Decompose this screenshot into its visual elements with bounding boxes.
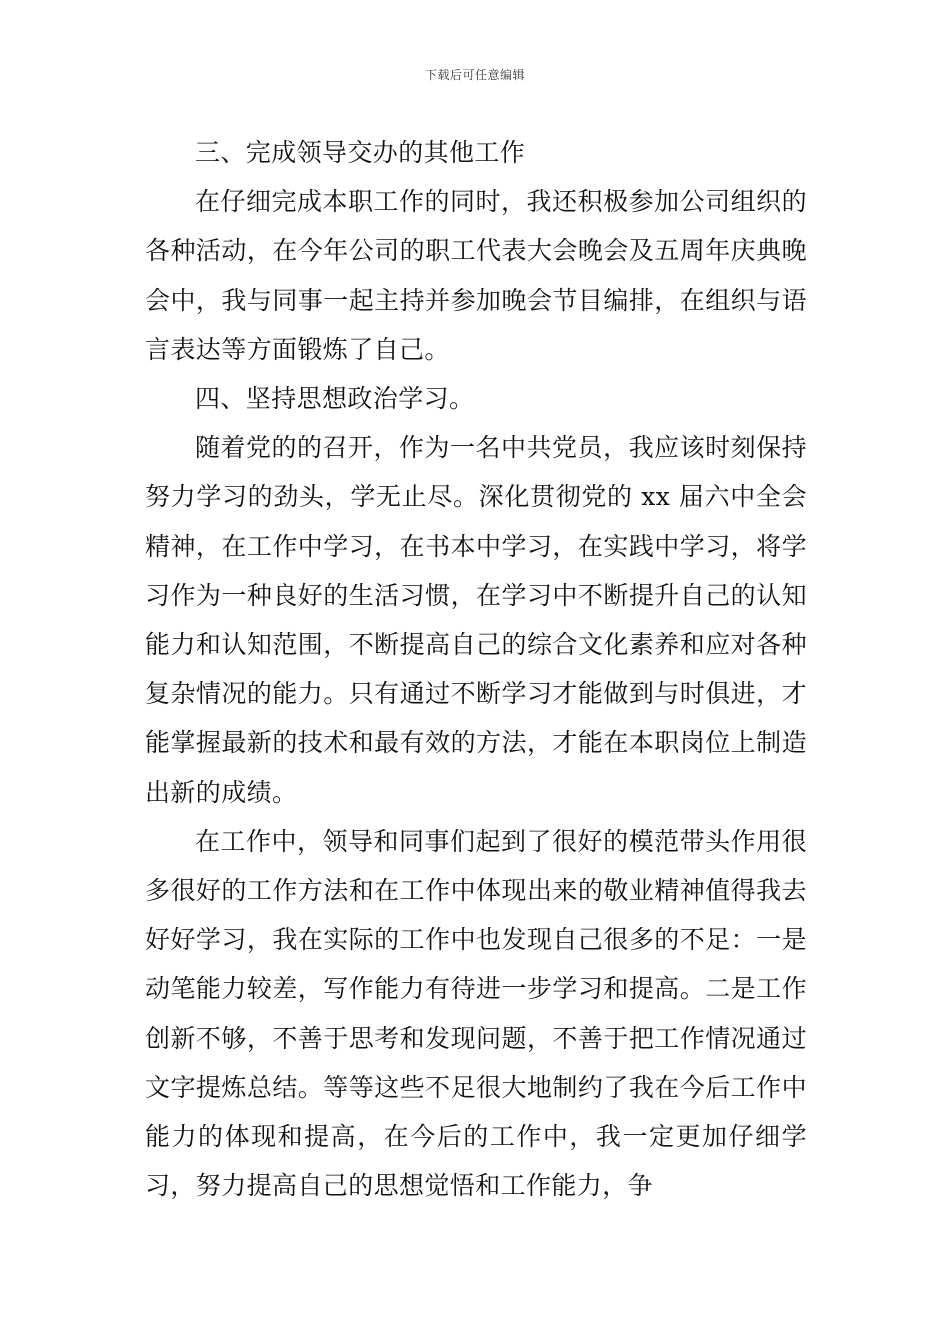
page-header-note: 下载后可任意编辑 [424, 68, 525, 82]
document-body [145, 128, 807, 1210]
section-heading-4: 四、坚持思想政治学习。 [195, 384, 475, 414]
section-heading-3: 三、完成领导交办的其他工作 [195, 138, 526, 167]
paragraph-shortcomings: 在工作中，领导和同事们起到了很好的模范带头作用很多很好的工作方法和在工作中体现出来的敬业精神值得我去好好学习，我在实际的工作中也发现自己很多的不足：一是动笔能力较差，写作能力有待进一步学习和提高。二是工作创新不够，不善于思考和发现问题，不善于把工作情况通过文字提炼总结。等等这些不足很大地制约了我在今后工作中能力的体现和提高，在今后的工作中，我一定更加仔细学习，努力提高自己的思想觉悟和工作能力，争 [145, 826, 807, 1201]
paragraph-activities: 在仔细完成本职工作的同时，我还积极参加公司组织的各种活动，在今年公司的职工代表大会晚会及五周年庆典晚会中，我与同事一起主持并参加晚会节目编排，在组织与语言表达等方面锻炼了自己。 [145, 187, 807, 364]
paragraph-study: 随着党的的召开，作为一名中共党员，我应该时刻保持努力学习的劲头，学无止尽。深化贯彻党的 xx 届六中全会精神，在工作中学习，在书本中学习，在实践中学习，将学习作为一种良好的生活习惯，在学习中不断提升自己的认知能力和认知范围，不断提高自己的综合文化素养和应对各种复杂情况的能力。只有通过不断学习才能做到与时俱进，才能掌握最新的技术和最有效的方法，才能在本职岗位上制造出新的成绩。 [145, 433, 807, 807]
